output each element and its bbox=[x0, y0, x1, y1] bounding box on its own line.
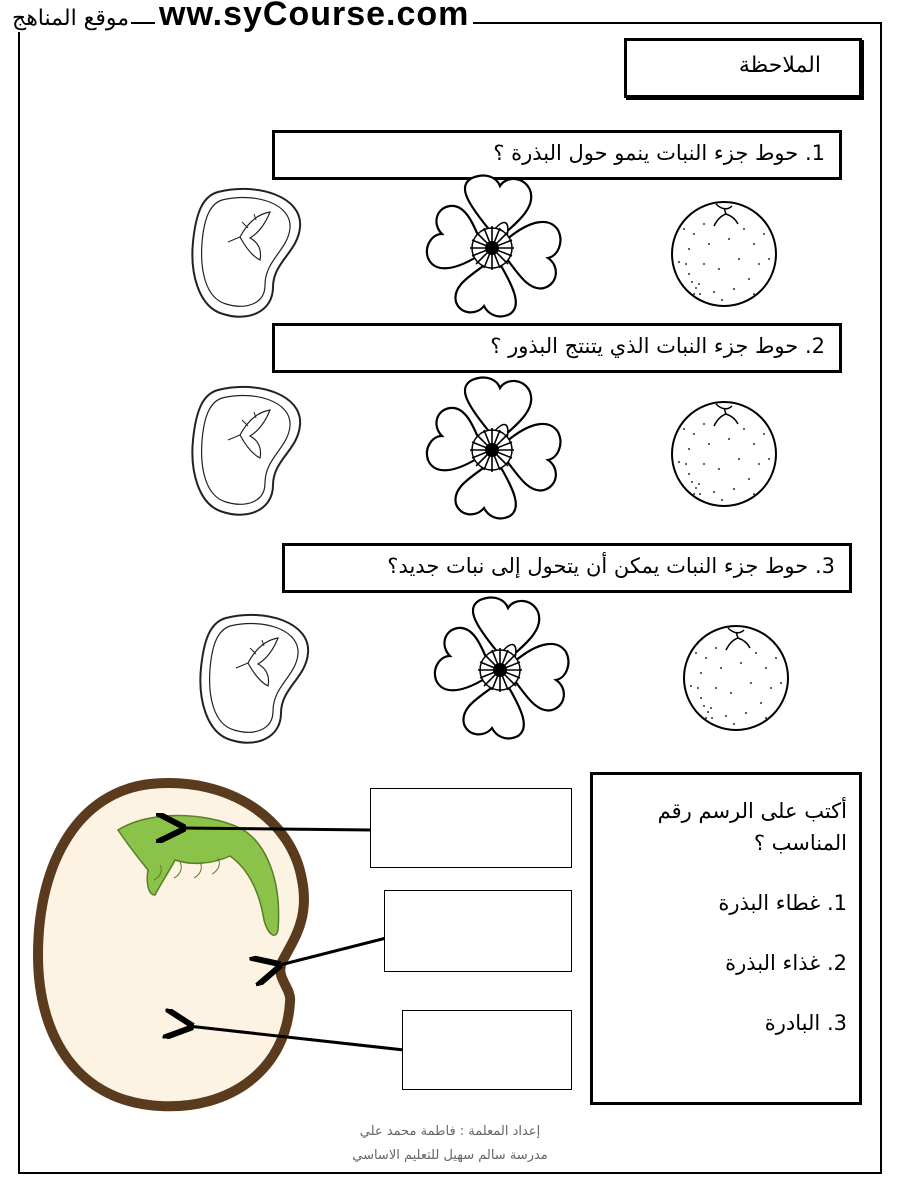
label-option-3 bbox=[603, 1007, 847, 1039]
label-option-3-number: 3. bbox=[826, 1011, 847, 1035]
footer-credit-1: إعداد المعلمة : فاطمة محمد علي bbox=[359, 1124, 541, 1139]
labeling-instructions bbox=[590, 772, 862, 1105]
label-option-1-number: 1. bbox=[826, 891, 847, 915]
arrow-to-seed-food bbox=[188, 1026, 404, 1050]
arrow-to-seedling bbox=[180, 828, 372, 830]
worksheet-title-text: الملاحظة bbox=[738, 53, 821, 78]
footer-credit-2: مدرسة سالم سهيل للتعليم الاساسي bbox=[352, 1148, 548, 1163]
question-3-text: حوط جزء النبات يمكن أن يتحول إلى نبات جديد؟ bbox=[387, 554, 809, 578]
label-option-2 bbox=[603, 947, 847, 979]
question-2-number: 2. bbox=[804, 334, 825, 358]
label-option-2-number: 2. bbox=[826, 951, 847, 975]
question-2-text: حوط جزء النبات الذي يتنتج البذور ؟ bbox=[490, 334, 799, 358]
site-name: موقع المناهج bbox=[12, 6, 130, 31]
instruction-line-1: أكتب على الرسم رقم bbox=[657, 799, 847, 823]
label-option-2-text: غذاء البذرة bbox=[725, 951, 821, 975]
question-1-text: حوط جزء النبات ينمو حول البذرة ؟ bbox=[493, 141, 799, 165]
label-option-1-text: غطاء البذرة bbox=[718, 891, 821, 915]
answer-box-seed-coat[interactable] bbox=[384, 890, 572, 972]
label-option-1 bbox=[603, 887, 847, 919]
label-option-3-text: البادرة bbox=[764, 1011, 821, 1035]
question-1-number: 1. bbox=[804, 141, 825, 165]
site-url: ww.syCourse.com bbox=[155, 0, 473, 34]
answer-box-seed-food[interactable] bbox=[402, 1010, 572, 1090]
instruction-line-2: المناسب ؟ bbox=[753, 831, 847, 855]
arrow-to-seed-coat bbox=[276, 938, 386, 966]
answer-box-seedling[interactable] bbox=[370, 788, 572, 868]
question-3-number: 3. bbox=[814, 554, 835, 578]
